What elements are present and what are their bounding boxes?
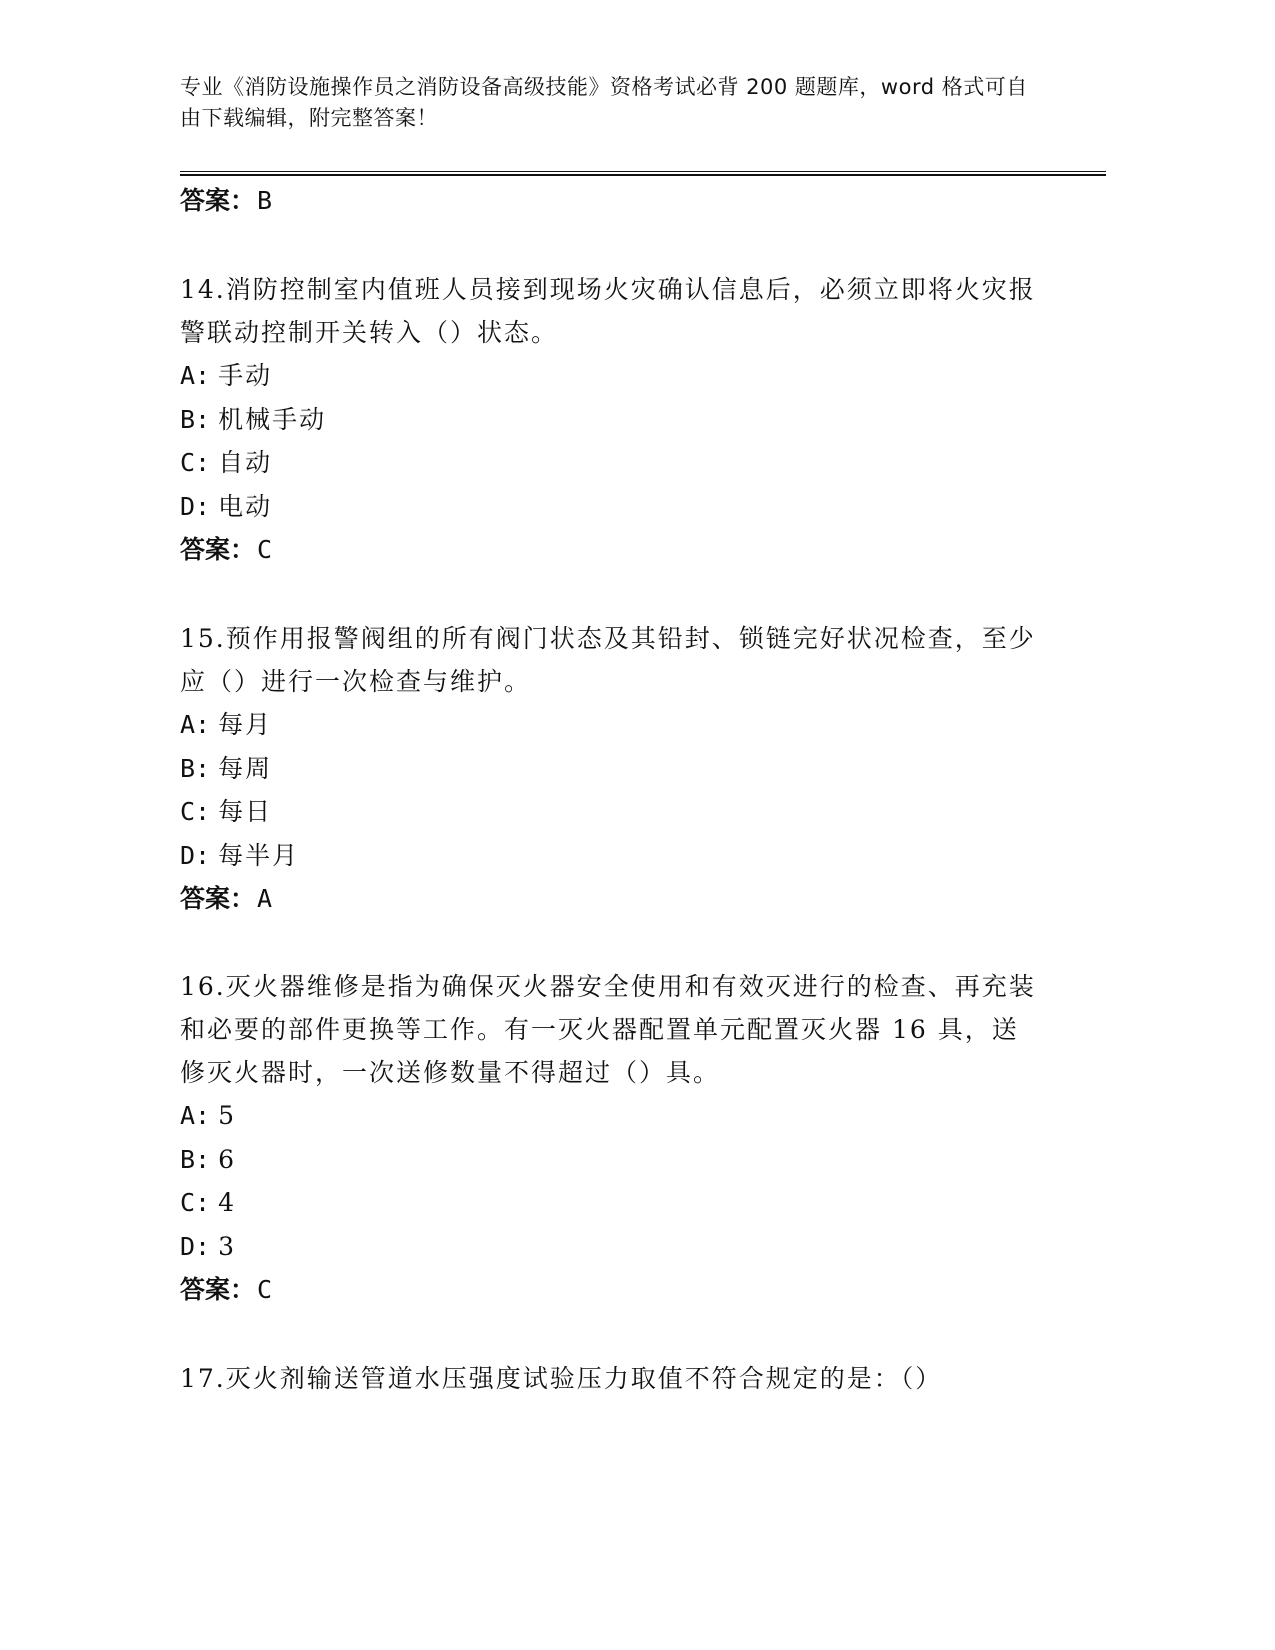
answer-15: [180, 884, 272, 914]
question-17: [180, 1357, 1040, 1400]
option-key: D:: [180, 1231, 211, 1261]
answer-value: A: [257, 884, 273, 913]
option-key: B:: [180, 404, 211, 434]
option-b: [180, 1138, 1040, 1182]
answer-16: [180, 1275, 272, 1305]
option-d: [180, 834, 1040, 878]
option-text: 每日: [218, 797, 273, 826]
option-text: 3: [218, 1231, 237, 1261]
answer-label: 答案：: [180, 535, 256, 564]
option-text: 4: [218, 1188, 237, 1217]
option-c: [180, 790, 1040, 834]
option-key: A:: [180, 361, 211, 390]
option-d: [180, 1225, 1040, 1269]
answer-label: 答案：: [180, 1275, 256, 1304]
answer-value: C: [257, 535, 273, 564]
option-text: 5: [218, 1101, 237, 1130]
option-text: 每月: [218, 710, 273, 739]
option-text: 机械手动: [218, 404, 327, 434]
option-b: [180, 398, 1040, 442]
option-key: C:: [180, 1188, 211, 1217]
header-double-rule: [180, 171, 1106, 176]
question-15: [180, 617, 1040, 877]
answer-previous: [180, 186, 272, 216]
answer-label: 答案：: [180, 884, 256, 913]
option-key: C:: [180, 448, 211, 477]
option-a: [180, 1094, 1040, 1138]
option-text: 每周: [218, 753, 273, 783]
question-stem: 17.灭火剂输送管道水压强度试验压力取值不符合规定的是：（）: [180, 1364, 943, 1393]
option-b: [180, 747, 1040, 791]
option-text: 手动: [218, 361, 273, 390]
option-key: B:: [180, 1144, 211, 1174]
question-stem: 16.灭火器维修是指为确保灭火器安全使用和有效灭进行的检查、再充装和必要的部件更换等工作。有一灭火器配置单元配置灭火器 16 具，送修灭火器时，一次送修数量不得超过（）具。: [180, 972, 1036, 1087]
question-stem: 14.消防控制室内值班人员接到现场火灾确认信息后，必须立即将火灾报警联动控制开关转入（）状态。: [180, 275, 1036, 347]
question-16: [180, 965, 1040, 1268]
option-c: [180, 441, 1040, 485]
document-header: 专业《消防设施操作员之消防设备高级技能》资格考试必背 200 题题库，word 格式可自由下载编辑，附完整答案！: [180, 75, 1028, 130]
option-c: [180, 1181, 1040, 1225]
answer-value: C: [257, 1275, 273, 1304]
option-text: 6: [218, 1144, 237, 1174]
option-d: [180, 485, 1040, 529]
answer-label: 答案：: [180, 186, 256, 215]
option-a: [180, 354, 1040, 398]
question-14: [180, 268, 1040, 528]
option-key: A:: [180, 1101, 211, 1130]
option-a: [180, 703, 1040, 747]
answer-value: B: [257, 186, 273, 215]
question-stem: 15.预作用报警阀组的所有阀门状态及其铅封、锁链完好状况检查，至少应（）进行一次检查与维护。: [180, 624, 1036, 696]
option-text: 电动: [218, 491, 273, 521]
option-text: 每半月: [218, 840, 300, 870]
option-key: D:: [180, 491, 211, 521]
option-key: A:: [180, 710, 211, 739]
option-text: 自动: [218, 448, 273, 477]
option-key: C:: [180, 797, 211, 826]
option-key: D:: [180, 840, 211, 870]
answer-14: [180, 535, 272, 565]
option-key: B:: [180, 753, 211, 783]
